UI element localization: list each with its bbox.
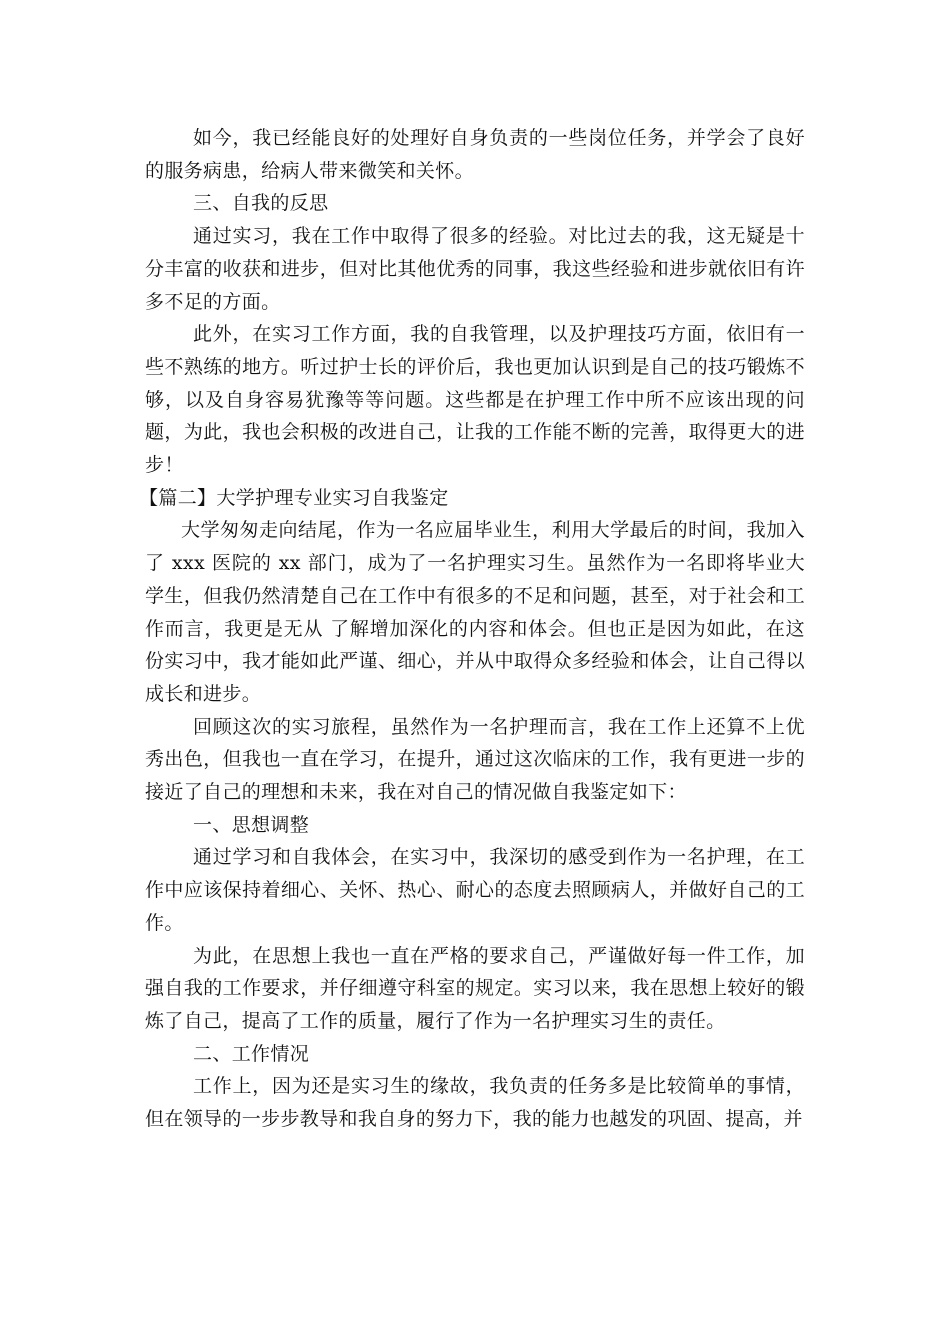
paragraph: 通过实习，我在工作中取得了很多的经验。对比过去的我，这无疑是十分丰富的收获和进步，但对比其他优秀的同事，我这些经验和进步就依旧有许多不足的方面。: [145, 225, 805, 313]
paragraph: 工作上，因为还是实习生的缘故，我负责的任务多是比较简单的事情，但在领导的一步步教导和我自身的努力下，我的能力也越发的巩固、提高，并: [145, 1075, 805, 1131]
paragraph: 为此，在思想上我也一直在严格的要求自己，严谨做好每一件工作，加强自我的工作要求，并仔细遵守科室的规定。实习以来，我在思想上较好的锻炼了自己，提高了工作的质量，履行了作为一名护理实习生的责任。: [145, 944, 805, 1032]
paragraph: 回顾这次的实习旅程，虽然作为一名护理而言，我在工作上还算不上优秀出色，但我也一直在学习，在提升，通过这次临床的工作，我有更进一步的接近了自己的理想和未来，我在对自己的情况做自我鉴定如下：: [145, 715, 805, 804]
section-heading: 三、自我的反思: [193, 192, 329, 215]
article-title: 【篇二】大学护理专业实习自我鉴定: [139, 486, 449, 509]
document-body: [139, 122, 805, 1136]
paragraph: 大学匆匆走向结尾，作为一名应届毕业生，利用大学最后的时间，我加入了 xxx 医院的 xx 部门，成为了一名护理实习生。虽然作为一名即将毕业大学生，但我仍然清楚自己在工作中有很多的不足和问题，甚至，对于社会和工作而言，我更是无从 了解增加深化的内容和体会。但也正是因为如此，在这份实习中，我才能如此严谨、细心，并从中取得众多经验和体会，让自己得以成长和进步。: [145, 519, 805, 705]
paragraph: 如今，我已经能良好的处理好自身负责的一些岗位任务，并学会了良好的服务病患，给病人带来微笑和关怀。: [145, 127, 805, 182]
paragraph: 此外，在实习工作方面，我的自我管理，以及护理技巧方面，依旧有一些不熟练的地方。听过护士长的评价后，我也更加认识到是自己的技巧锻炼不够，以及自身容易犹豫等等问题。这些都是在护理工作中所不应该出现的问题，为此，我也会积极的改进自己，让我的工作能不断的完善，取得更大的进步！: [145, 323, 805, 477]
section-heading: 一、思想调整: [193, 813, 310, 836]
paragraph: 通过学习和自我体会，在实习中，我深切的感受到作为一名护理，在工作中应该保持着细心、关怀、热心、耐心的态度去照顾病人，并做好自己的工作。: [145, 846, 805, 934]
section-heading: 二、工作情况: [193, 1042, 310, 1065]
